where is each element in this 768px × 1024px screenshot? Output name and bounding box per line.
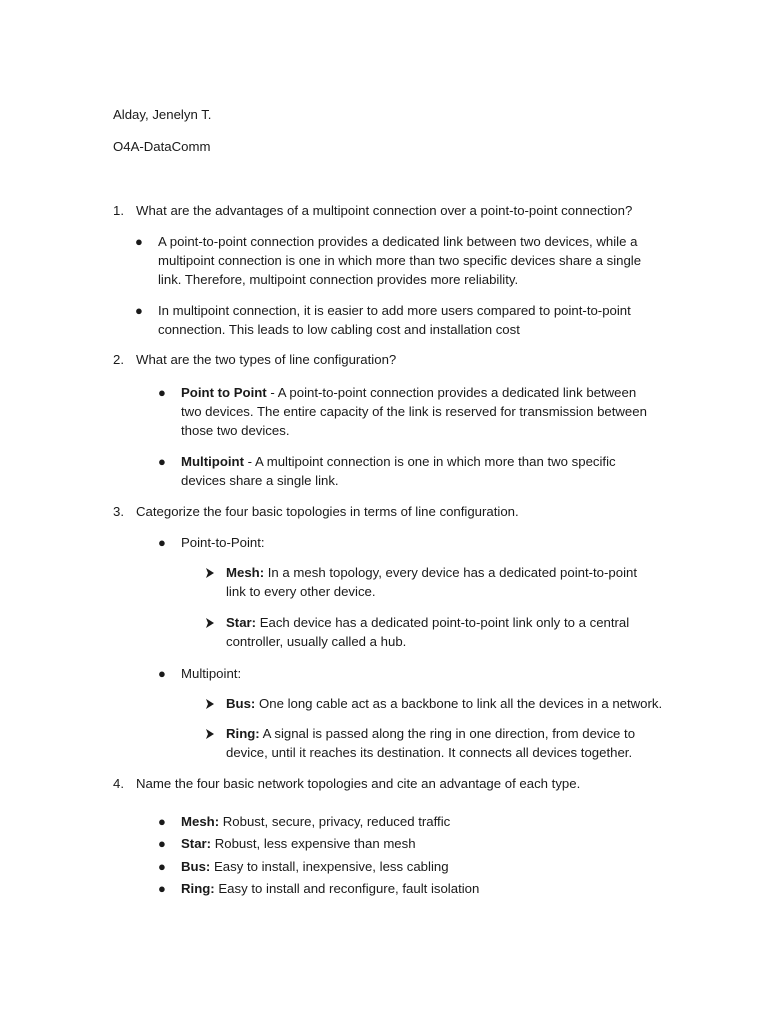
definition-text: In a mesh topology, every device has a dedicated point-to-point bbox=[264, 565, 638, 580]
advantage-text: Robust, less expensive than mesh bbox=[211, 836, 416, 851]
bullet-dot: ● bbox=[158, 535, 166, 550]
question-1-text: What are the advantages of a multipoint connection over a point-to-point connection? bbox=[136, 203, 633, 218]
question-3-text: Categorize the four basic topologies in terms of line configuration. bbox=[136, 504, 519, 519]
definition-text: Each device has a dedicated point-to-point link only to a central bbox=[256, 615, 630, 630]
bullet-dot: ● bbox=[158, 385, 166, 400]
q3-star-line-1 bbox=[226, 613, 629, 632]
definition-text: A signal is passed along the ring in one direction, from device to bbox=[259, 726, 636, 741]
q3-bus-line-1 bbox=[226, 694, 662, 713]
course-section: O4A-DataComm bbox=[113, 139, 211, 154]
q3-multipoint-label: Multipoint: bbox=[181, 666, 242, 681]
q3-mesh-line-2: link to every other device. bbox=[226, 584, 376, 599]
q3-mesh-line-1 bbox=[226, 563, 637, 582]
term-bus: Bus: bbox=[181, 859, 211, 874]
q3-point-to-point-label: Point-to-Point: bbox=[181, 535, 265, 550]
q2-multipoint-line-2: devices share a single link. bbox=[181, 473, 339, 488]
q3-ring-line-2: device, until it reaches its destination. It connects all devices together. bbox=[226, 745, 633, 760]
q2-point-to-point-line-1 bbox=[181, 383, 636, 402]
term-star: Star: bbox=[226, 615, 257, 630]
question-4-text: Name the four basic network topologies and cite an advantage of each type. bbox=[136, 776, 581, 791]
term-ring: Ring: bbox=[226, 726, 260, 741]
question-2-text: What are the two types of line configuration? bbox=[136, 352, 397, 367]
bullet-dot: ● bbox=[158, 859, 166, 874]
q1-answer-1-line-1: A point-to-point connection provides a dedicated link between two devices, while a bbox=[158, 234, 638, 249]
q2-multipoint-line-1 bbox=[181, 452, 616, 471]
definition-text: One long cable act as a backbone to link all the devices in a network. bbox=[255, 696, 663, 711]
q1-answer-2-line-2: connection. This leads to low cabling cost and installation cost bbox=[158, 322, 520, 337]
term-mesh: Mesh: bbox=[181, 814, 220, 829]
q3-star-line-2: controller, usually called a hub. bbox=[226, 634, 407, 649]
term-bus: Bus: bbox=[226, 696, 256, 711]
q1-answer-1-line-3: link. Therefore, multipoint connection provides more reliability. bbox=[158, 272, 519, 287]
q2-point-to-point-line-2: two devices. The entire capacity of the link is reserved for transmission between bbox=[181, 404, 647, 419]
advantage-text: Easy to install and reconfigure, fault isolation bbox=[214, 881, 480, 896]
bullet-dot: ● bbox=[135, 234, 143, 249]
definition-text: - A point-to-point connection provides a dedicated link between bbox=[266, 385, 637, 400]
bullet-dot: ● bbox=[158, 814, 166, 829]
author-name: Alday, Jenelyn T. bbox=[113, 107, 212, 122]
bullet-dot: ● bbox=[158, 454, 166, 469]
term-point-to-point: Point to Point bbox=[181, 385, 267, 400]
arrow-bullet-icon bbox=[205, 698, 215, 710]
q4-item-bus bbox=[181, 857, 449, 876]
q2-point-to-point-line-3: those two devices. bbox=[181, 423, 290, 438]
term-ring: Ring: bbox=[181, 881, 215, 896]
bullet-dot: ● bbox=[135, 303, 143, 318]
bullet-dot: ● bbox=[158, 836, 166, 851]
advantage-text: Easy to install, inexpensive, less cabling bbox=[210, 859, 449, 874]
q1-answer-1-line-2: multipoint connection is one in which more than two specific devices share a single bbox=[158, 253, 642, 268]
term-star: Star: bbox=[181, 836, 212, 851]
advantage-text: Robust, secure, privacy, reduced traffic bbox=[219, 814, 451, 829]
question-4-number: 4. bbox=[113, 776, 124, 791]
bullet-dot: ● bbox=[158, 666, 166, 681]
term-multipoint: Multipoint bbox=[181, 454, 244, 469]
question-2-number: 2. bbox=[113, 352, 124, 367]
q4-item-star bbox=[181, 834, 416, 853]
question-1-number: 1. bbox=[113, 203, 124, 218]
q3-ring-line-1 bbox=[226, 724, 635, 743]
arrow-bullet-icon bbox=[205, 567, 215, 579]
arrow-bullet-icon bbox=[205, 617, 215, 629]
arrow-bullet-icon bbox=[205, 728, 215, 740]
bullet-dot: ● bbox=[158, 881, 166, 896]
q4-item-ring bbox=[181, 879, 479, 898]
question-3-number: 3. bbox=[113, 504, 124, 519]
q1-answer-2-line-1: In multipoint connection, it is easier to add more users compared to point-to-point bbox=[158, 303, 631, 318]
definition-text: - A multipoint connection is one in which more than two specific bbox=[243, 454, 616, 469]
q4-item-mesh bbox=[181, 812, 450, 831]
term-mesh: Mesh: bbox=[226, 565, 265, 580]
